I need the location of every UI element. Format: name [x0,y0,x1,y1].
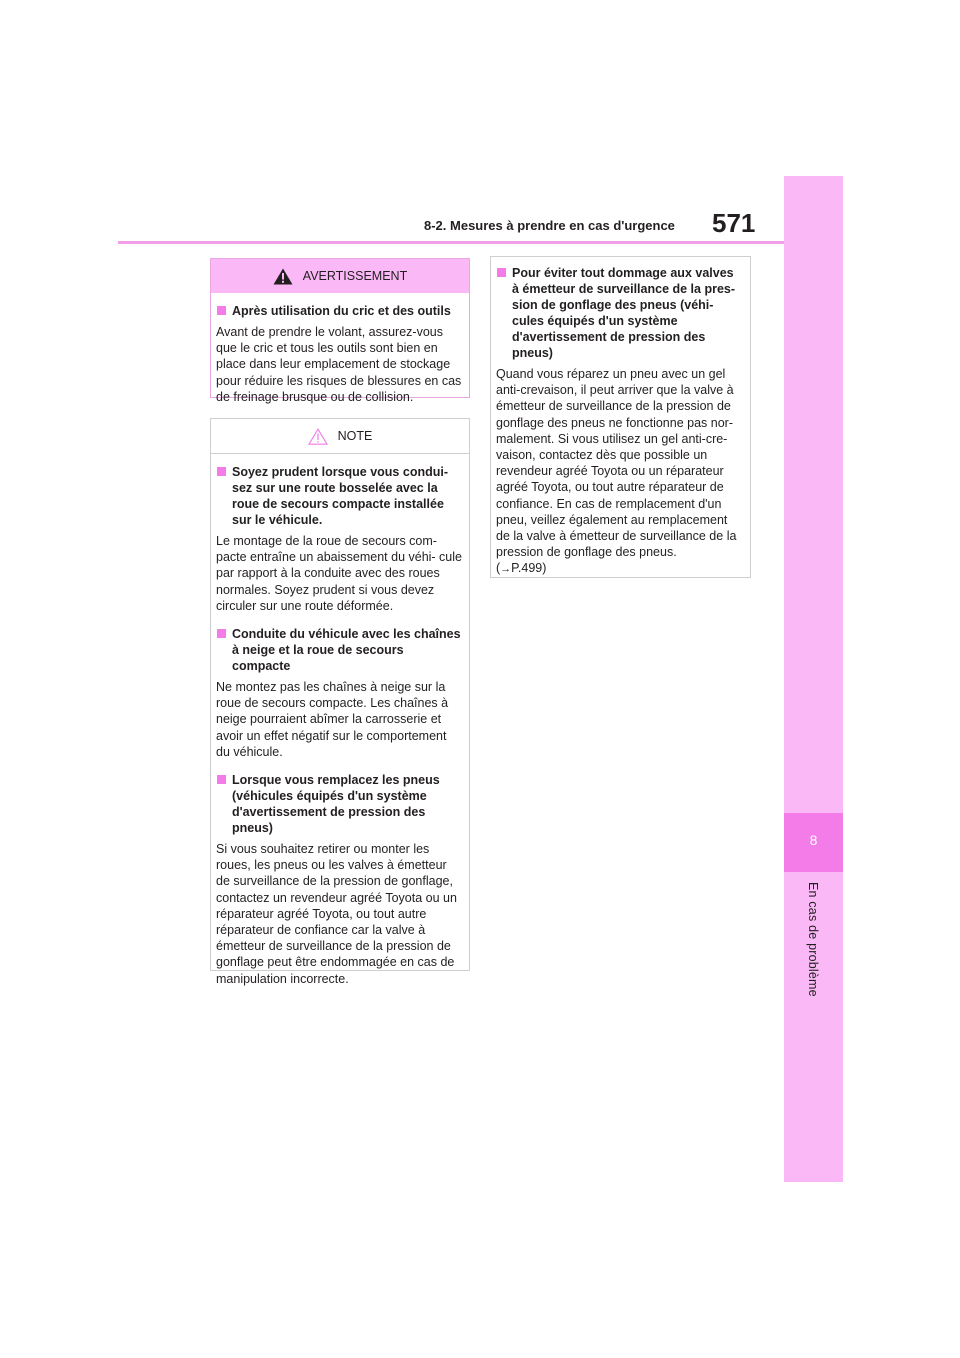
pink-square-bullet-icon [217,306,226,315]
note-item-title [216,772,463,836]
warning-triangle-icon [273,268,293,285]
note-item-text: Le montage de la roue de secours com- pacte entraîne un abaissement du véhi- cule par rapport à la conduite avec des roues normales. Soyez prudent si vous devez circuler sur une route déformée. [216,534,462,613]
pink-square-bullet-icon [217,629,226,638]
section-title: 8-2. Mesures à prendre en cas d'urgence [424,218,675,233]
note-heading: NOTE [337,429,373,443]
ref-page: P.499) [511,561,547,576]
page-number: 571 [712,208,756,238]
warning-box [210,258,470,404]
note-item-title [216,464,463,528]
tpms-item-body: Quand vous réparez un pneu avec un gel anti-crevaison, il peut arriver que la valve à émetteur de surveillance de la pression de gonflage des pneus ne fonctionne pas nor- malement. Si vous utilisez un gel anti-cre- vaison, contactez dès que possible un revendeur agréé Toyota ou un réparateur agréé Toyota, ou tout autre réparateur de confiance. En cas de remplacement d'un pneu, veillez également au remplacement de la valve à émetteur de surveillance de la pression de gonflage des pneus. [496,367,737,560]
warning-heading: AVERTISSEMENT [302,269,408,283]
chapter-number: 8 [809,832,818,848]
warning-box-body [211,293,469,413]
warning-item-title [216,303,463,319]
note-item-title-text: Soyez prudent lorsque vous condui- sez sur une route bosselée avec la roue de secours compacte installée sur le véhicule. [232,465,448,527]
page-reference-link[interactable] [496,561,546,575]
caution-triangle-outline-icon [308,428,328,445]
pink-square-bullet-icon [497,268,506,277]
tpms-valve-box [490,256,751,578]
note-item-title [216,626,463,674]
note-item-text: Ne montez pas les chaînes à neige sur la roue de secours compacte. Les chaînes à neige pourraient abîmer la carrosserie et avoir un effet négatif sur le comportement du véhicule. [216,680,449,759]
ref-open-paren: ( [496,561,501,576]
note-item-title-text: Lorsque vous remplacez les pneus (véhicules équipés d'un système d'avertissement de pression des pneus) [232,773,440,836]
warning-item-title-text: Après utilisation du cric et des outils [232,304,451,318]
warning-item-text: Avant de prendre le volant, assurez-vous que le cric et tous les outils sont bien en place dans leur emplacement de stockage pour réduire les risques de blessures en cas de freinage brusque ou de collision. [216,325,462,404]
arrow-right-icon: → [500,563,512,576]
pink-square-bullet-icon [217,467,226,476]
note-box-body [211,454,469,995]
chapter-label: En cas de problème [806,882,820,997]
note-box [210,418,470,986]
note-item-title-text: Conduite du véhicule avec les chaînes à neige et la roue de secours compacte [232,627,461,674]
tpms-item-title [496,265,744,361]
side-tab [784,176,843,1182]
tpms-box-body [491,257,750,586]
note-item-text: Si vous souhaitez retirer ou monter les roues, les pneus ou les valves à émetteur de surveillance de la pression de gonflage, contactez un revendeur agréé Toyota ou un réparateur agréé Toyota, ou tout autre réparateur de confiance car la valve à émetteur de surveillance de la pression de gonflage peut être endommagée en cas de manipulation incorrecte. [216,842,457,986]
tpms-item-title-text: Pour éviter tout dommage aux valves à émetteur de surveillance de la pres- sion de gonflage des pneus (véhi- cules équipés d'un système d'avertissement de pression des pneus) [512,266,736,360]
warning-box-header [211,259,469,293]
header-rule [118,241,784,244]
note-box-header [211,419,469,454]
tpms-item-text [496,366,744,578]
pink-square-bullet-icon [217,775,226,784]
